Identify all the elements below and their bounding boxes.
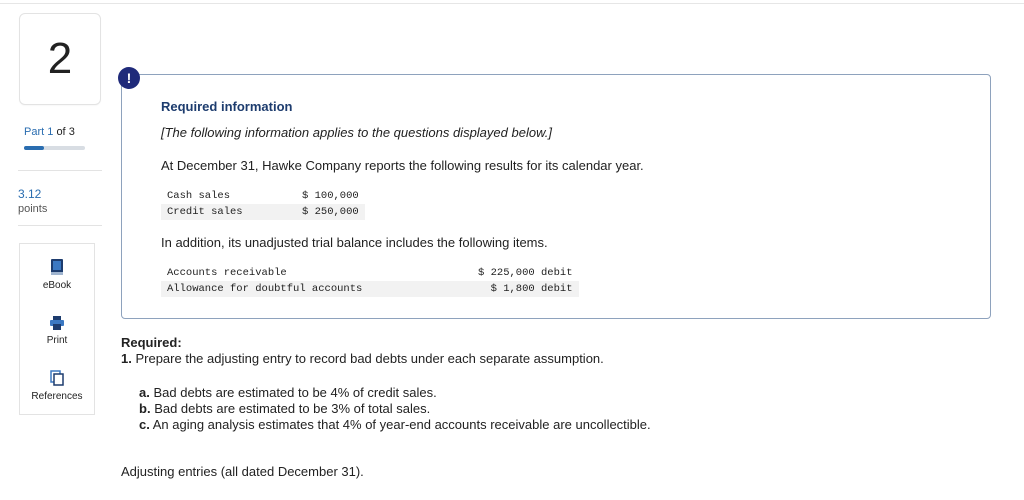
part-progress-fill (24, 146, 44, 150)
addition-text: In addition, its unadjusted trial balance includes the following items. (161, 235, 548, 250)
print-button[interactable] (20, 315, 94, 346)
references-button[interactable] (20, 370, 94, 402)
required-section (121, 335, 604, 366)
option-letter: b. (139, 401, 151, 416)
print-label: Print (46, 335, 68, 346)
part-label: Part (24, 126, 45, 138)
printer-icon (49, 315, 65, 331)
required-info-heading: Required information (161, 99, 293, 114)
tools-panel (19, 243, 95, 415)
part-total: 3 (68, 126, 75, 138)
question-number: 2 (19, 13, 101, 105)
required-item-number: 1. (121, 351, 132, 366)
cell-value: $ 225,000 debit (472, 265, 579, 281)
required-item (121, 351, 604, 366)
intro-text: At December 31, Hawke Company reports the following results for its calendar year. (161, 158, 644, 173)
top-divider (0, 3, 1024, 4)
ebook-button[interactable] (20, 258, 94, 291)
assumption-list (139, 385, 651, 433)
option-text: Bad debts are estimated to be 3% of total sales. (154, 401, 431, 416)
option-text: Bad debts are estimated to be 4% of credit sales. (153, 385, 437, 400)
alert-icon: ! (118, 67, 140, 89)
points-label: points (18, 203, 48, 215)
list-item (139, 417, 651, 433)
applies-note: [The following information applies to the questions displayed below.] (161, 125, 552, 140)
option-letter: c. (139, 417, 150, 432)
cell-value: $ 1,800 debit (472, 281, 579, 297)
option-letter: a. (139, 385, 150, 400)
points-value: 3.12 (18, 187, 42, 201)
list-item (139, 401, 651, 417)
sales-table (161, 188, 365, 220)
part-of: of (56, 126, 66, 138)
list-item (139, 385, 651, 401)
adjusting-entries-note: Adjusting entries (all dated December 31). (121, 464, 364, 479)
cell-value: $ 100,000 (296, 188, 365, 204)
table-row (161, 204, 365, 220)
sidebar-divider (18, 170, 102, 171)
sidebar-divider (18, 225, 102, 226)
trial-balance-table (161, 265, 579, 297)
table-row (161, 265, 579, 281)
cell-label: Credit sales (161, 204, 296, 220)
cell-label: Accounts receivable (161, 265, 472, 281)
references-label: References (31, 391, 83, 402)
part-current: 1 (47, 126, 54, 138)
table-row (161, 188, 365, 204)
part-indicator (24, 126, 75, 138)
required-title: Required: (121, 335, 182, 350)
part-progress-bar (24, 146, 85, 150)
option-text: An aging analysis estimates that 4% of year-end accounts receivable are uncollectible. (152, 417, 651, 432)
book-icon (50, 258, 64, 276)
required-info-box (121, 74, 991, 319)
cell-value: $ 250,000 (296, 204, 365, 220)
ebook-label: eBook (42, 280, 72, 291)
required-item-text: Prepare the adjusting entry to record bad debts under each separate assumption. (135, 351, 604, 366)
cell-label: Allowance for doubtful accounts (161, 281, 472, 297)
copy-icon (49, 370, 65, 387)
table-row (161, 281, 579, 297)
cell-label: Cash sales (161, 188, 296, 204)
